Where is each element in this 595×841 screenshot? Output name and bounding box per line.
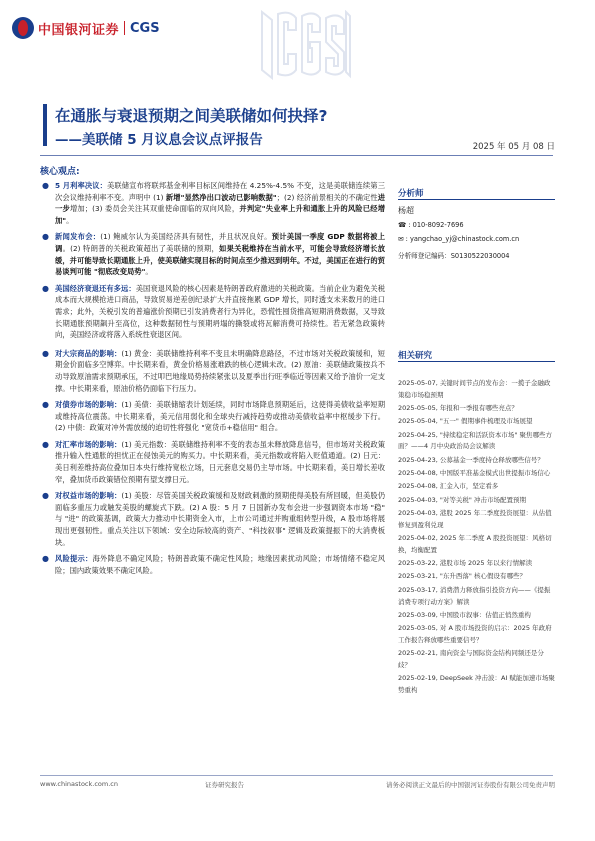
footer-doc-type: 证券研究报告 [205,781,244,789]
related-research-item[interactable]: 2025-04-02, 2025 年二季度 A 股投资展望：风格切换，均衡配置 [398,534,552,554]
bullet-icon: ● [42,491,49,501]
logo-text-cn: 中国银河证券 [38,22,120,38]
core-view-label: 对大宗商品的影响： [55,348,122,358]
bullet-icon: ● [42,348,49,358]
related-research-item[interactable]: 2025-03-09, 中国股市叙事：估值正悄然重构 [398,610,531,619]
core-view-text: 。(2) 特朗普的关税政策超出了美联储的预期， [62,243,220,253]
related-research-list [398,378,555,698]
core-view-label: 美国经济衰退还有多远： [55,283,136,293]
related-research-item[interactable]: 2025-05-05, 年报和一季报有哪些亮点？ [398,404,518,413]
core-view-text: (1) 美股：尽管美国关税政策缓和及财政刺激的预期使得美股有所回暖，但美股仍面临多重压力或触发美股的螺旋式下跌。(2) A 股：5 月 7 日国新办发布会进一步强调资本市场 "稳" 与 "进" 的政策基调，政策大力推动中长期资金入市，上市公司通过并购重组转型升级，A 股市场将展现出更强韧性。重点关注以下领域：安全边际较高的资产、"科技叙事" 逻辑及政策提振下的大消费板块。 [55,491,385,547]
core-view-label: 风险提示： [55,554,93,564]
footer-website[interactable]: www.chinastock.com.cn [40,780,118,788]
footer-disclaimer: 请务必阅读正文最后的中国银河证券股份有限公司免责声明 [386,781,555,789]
core-view-label: 对债券市场的影响： [55,400,122,410]
core-view-emphasis: 如果关税维持在当前水平，可能会导致经济增长放缓，并可能导致长期通胀上升，使美联储实现目标的时间点至少推迟到明年。不过，美国正在进行的贸易谈判可能 "彻底改变局势" [55,243,386,277]
related-research-item[interactable]: 2025-04-08, 中国版平准基金模式出世提振市场信心 [398,469,551,478]
core-view-emphasis: 预计美国一季度 GDP 数据将被上调 [55,232,385,253]
title-divider [40,155,553,156]
analyst-phone: ☎ : 010-8092-7696 [398,221,464,229]
related-research-item[interactable]: 2025-05-07, 关键时间节点的发布会：一揽子金融政策稳市场稳预期 [398,379,551,399]
core-view-item [40,180,385,226]
bullet-icon: ● [42,232,49,242]
core-view-item [40,348,385,394]
core-view-label: 对汇率市场的影响： [55,439,122,449]
logo-mark-icon [12,17,34,39]
report-title: 在通胀与衰退预期之间美联储如何抉择? [55,107,328,125]
related-research-item[interactable]: 2025-04-25, "持续稳定和活跃资本市场" 聚焦哪些方面？——4 月中央政治局会议解读 [398,430,552,451]
bullet-icon: ● [42,439,49,449]
related-research-item[interactable]: 2025-04-08, 汇金入市，坚定看多 [398,482,499,491]
analyst-name: 杨超 [398,206,414,215]
core-view-item [40,283,385,341]
core-view-text: (1) 鲍威尔认为美国经济具有韧性，并且状况良好。 [100,232,272,242]
related-research-item[interactable]: 2025-05-04, "五一" 假期事件梳理及市场展望 [398,417,533,426]
bullet-icon: ● [42,400,49,410]
report-subtitle: ——美联储 5 月议息会议点评报告 [55,132,263,148]
core-view-item [40,231,385,277]
related-research-item[interactable]: 2025-04-03, 港股 2025 年二季度投资展望：从估值修复到盈利兑现 [398,508,552,529]
related-research-item[interactable]: 2025-03-05, 对 A 股市场投资的启示：2025 年政府工作报告释放哪些重要信号？ [398,624,552,644]
title-accent-bar [43,104,47,146]
core-view-item [40,399,385,434]
analyst-section-title: 分析师 [398,189,424,199]
core-view-text: 美联储宣布将联邦基金利率目标区间维持在 4.25%-4.5% 不变，这是美联储连续第三次会议维持利率不变。声明中 (1) [55,181,385,202]
core-view-text: 。 [145,267,153,277]
related-research-item[interactable]: 2025-02-21, 南向资金与国际资金结构同频还是分歧？ [398,649,544,670]
related-research-divider [398,361,555,362]
footer-divider [40,775,553,776]
company-logo [12,15,172,41]
related-research-item[interactable]: 2025-03-17, 消费潜力释放指引投资方向——《提振消费专项行动方案》解读 [398,585,551,606]
analyst-email[interactable]: ✉ : yangchao_yj@chinastock.com.cn [398,235,520,243]
core-view-text: (1) 美债：美联储缩表计划延续，同时市场降息预期延后，这使得美债收益率短期或维持高位震荡。中长期来看，美元信用弱化和全球央行减持趋势或推动美债收益率中枢缓步下行。(2) 中债：政策对冲外需放缓的迫切性将强化 "宽货币+稳信用" 组合。 [55,400,385,433]
related-research-title: 相关研究 [398,351,433,361]
watermark-cgs-graphic [258,10,353,80]
core-view-text: 美国衰退风险的核心因素是特朗普政府激进的关税政策。当前企业为避免关税成本而大规模抢进口商品，导致贸易逆差创纪录扩大并直接拖累 GDP 增长，同时透支未来数月的进口需求；此外，关税引发的普遍涨价预期已引发消费者行为异化，恐慌性囤货推高短期消费数据，又导致长期通胀预期飙升至高位，这种数据韧性与预期坍塌的撕裂或将瓦解消费可持续性。若无紧急政策转向，美国经济或将落入系统性衰退区间。 [55,283,386,340]
report-date: 2025 年 05 月 08 日 [472,142,555,152]
core-views-heading: 核心观点: [40,167,80,177]
analyst-divider [398,199,555,200]
core-view-item [40,439,385,485]
bullet-icon: ● [42,181,49,190]
core-views-list [40,180,385,581]
core-view-item [40,490,385,548]
core-view-label: 新闻发布会： [55,232,101,242]
bullet-icon: ● [42,554,49,564]
core-view-text: (1) 黄金：美联储维持利率不变且未明确降息路径，不过市场对关税政策缓和，短期金价面临多空博弈。中长期来看，黄金价格易涨难跌的核心逻辑未改。(2) 原油：美联储政策按兵不动导致原油需求预期承压，不过叩巴地缘局势持续紧张以及夏季出行旺季临近等因素又给予油价一定支撑。中长期来看，原油价格仍面临下行压力。 [55,348,385,393]
core-view-label: 对权益市场的影响： [55,491,122,501]
logo-divider [124,21,125,35]
related-research-item[interactable]: 2025-03-21, "东升西落" 核心假设有哪些？ [398,572,526,581]
analyst-registration: 分析师登记编码：S0130522030004 [398,252,510,260]
core-view-emphasis: 进一步 [55,192,386,214]
core-view-emphasis: 并判定"失业率上升和通胀上升的风险已经增加" [55,204,385,225]
core-view-item [40,553,385,576]
core-view-text: 增加；(3) 委员会关注其双重使命面临的双向风险， [69,204,240,214]
core-view-text: 。 [66,215,74,225]
related-research-item[interactable]: 2025-04-23, 公募基金一季度持仓释放哪些信号？ [398,455,544,464]
related-research-item[interactable]: 2025-02-19, DeepSeek 冲击波：AI 赋能加速市场聚势重构 [398,674,555,695]
core-view-text: 海外降息不确定风险；特朗普政策不确定性风险；地缘因素扰动风险；市场情绪不稳定风险；国内政策效果不确定风险。 [55,554,386,575]
related-research-item[interactable]: 2025-03-22, 港股市场 2025 年以来行情解读 [398,559,533,568]
logo-text-en: CGS [130,20,160,36]
core-view-emphasis: 新增"显然净出口波动已影响数据" [165,192,277,202]
bullet-icon: ● [42,283,49,293]
core-view-text: ；(2) 经济前景相关的不确定性 [276,192,378,202]
related-research-item[interactable]: 2025-04-03, "对等关税" 冲击市场配置预期 [398,495,526,504]
core-view-label: 5 月利率决议： [55,181,108,190]
core-view-text: (1) 美元指数：美联储维持利率不变的表态虽未释放降息信号，但市场对关税政策推升输入性通胀的担忧正在侵蚀美元的购买力。中长期来看，美元指数或将陷入贬值通道。(2) 日元：美日利差维持高位叠加日本央行维持宽松立场，日元套息交易仍主导市场。中长期来看，美日增长差收窄，叠加货币政策错位预期有望支撑日元。 [55,439,385,484]
